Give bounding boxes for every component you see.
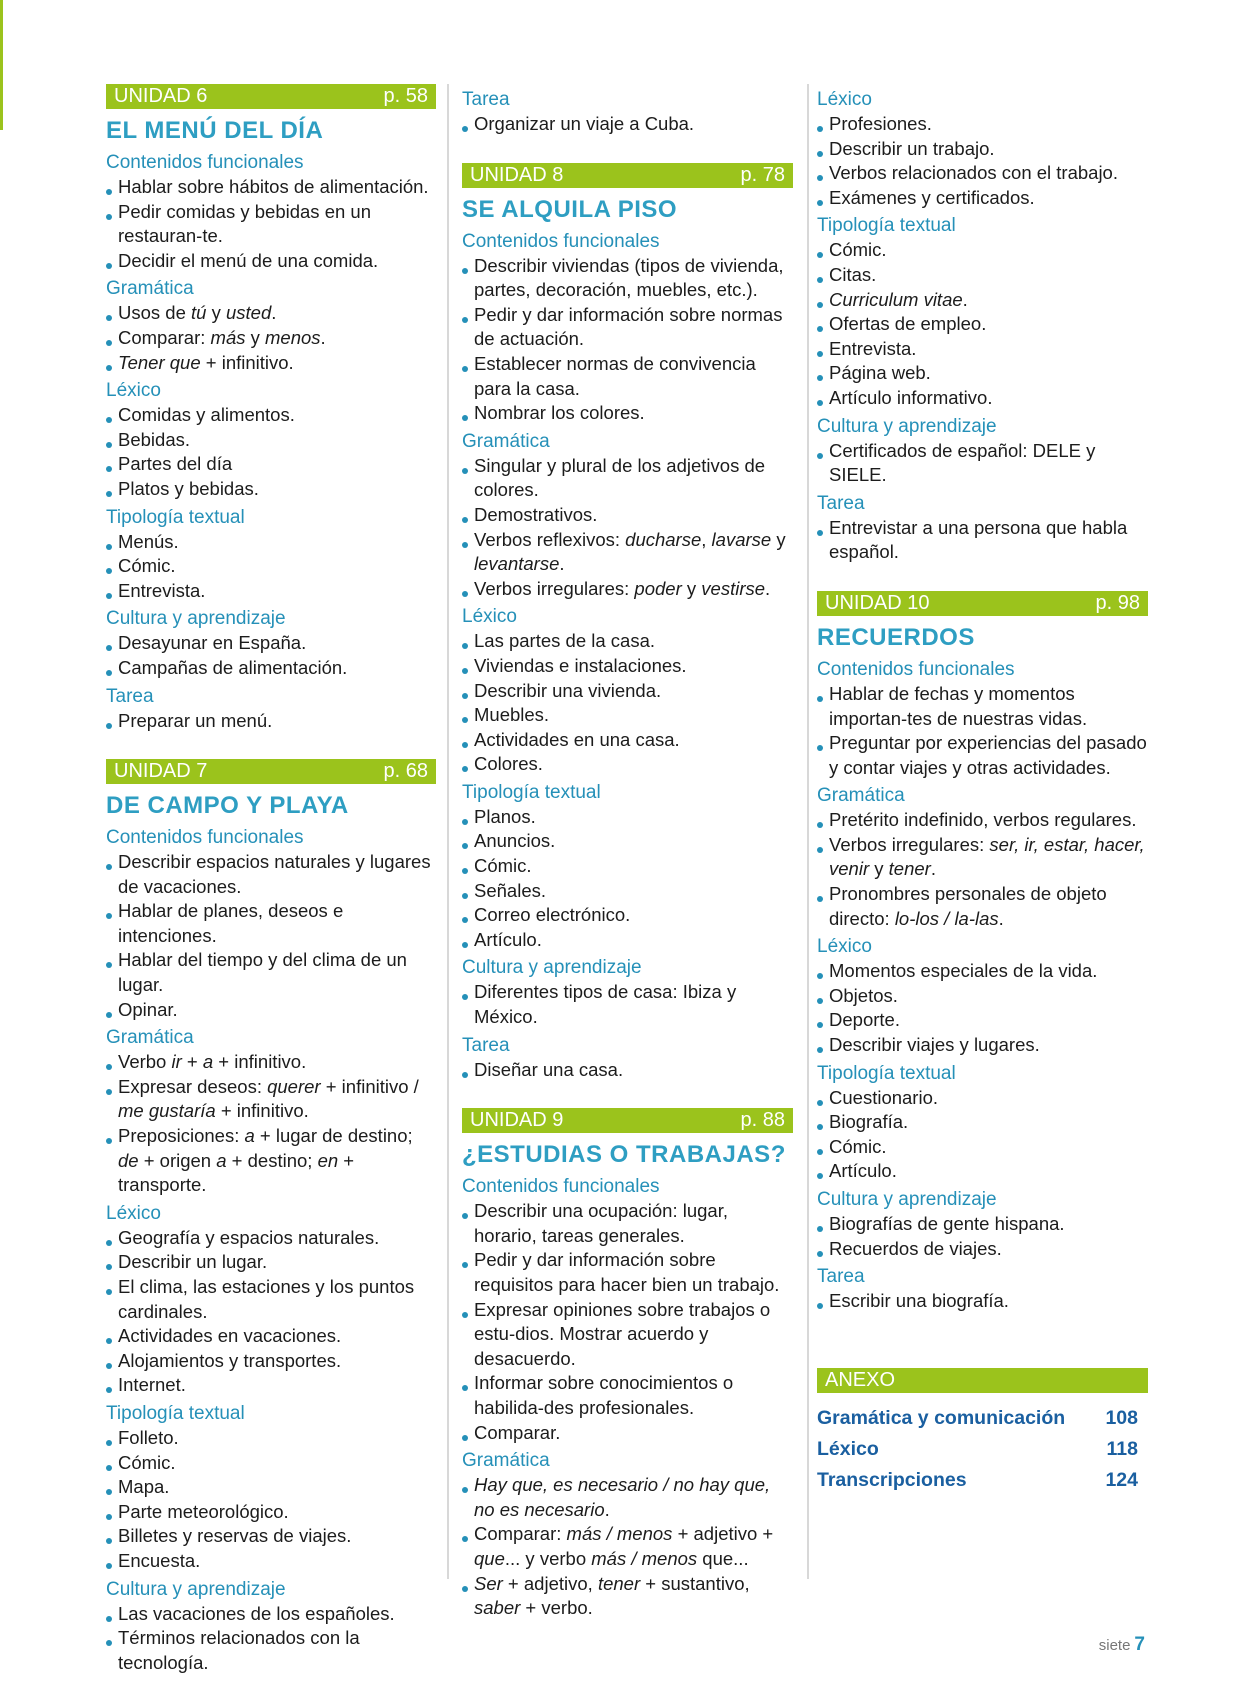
bullet-list bbox=[817, 439, 1148, 488]
list-item: Describir viviendas (tipos de vivienda, partes, decoración, muebles, etc.). bbox=[462, 254, 793, 303]
list-item: Objetos. bbox=[817, 984, 1148, 1009]
bullet-list bbox=[462, 1058, 793, 1083]
list-item: Página web. bbox=[817, 361, 1148, 386]
unit-page: p. 98 bbox=[1095, 591, 1140, 614]
bullet-list bbox=[817, 112, 1148, 210]
section-heading: Gramática bbox=[817, 785, 905, 807]
list-item: Partes del día bbox=[106, 452, 436, 477]
section-heading: Tarea bbox=[462, 89, 510, 110]
list-item: Describir espacios naturales y lugares de vacaciones. bbox=[106, 850, 436, 899]
list-item: Geografía y espacios naturales. bbox=[106, 1226, 436, 1251]
bullet-list bbox=[106, 530, 436, 604]
list-item: Curriculum vitae. bbox=[817, 288, 1148, 313]
list-item: Muebles. bbox=[462, 703, 793, 728]
section-heading: Tipología textual bbox=[106, 1402, 245, 1424]
list-item: Comparar: más / menos + adjetivo + que... y verbo más / menos que... bbox=[462, 1522, 793, 1571]
list-item: Ser + adjetivo, tener + sustantivo, saber + verbo. bbox=[462, 1572, 793, 1621]
list-item: Describir una ocupación: lugar, horario, tareas generales. bbox=[462, 1199, 793, 1248]
list-item: Verbos relacionados con el trabajo. bbox=[817, 161, 1148, 186]
annex-entry-label: Transcripciones bbox=[817, 1468, 967, 1491]
annex-entry[interactable] bbox=[817, 1465, 1148, 1496]
list-item: Hablar del tiempo y del clima de un lugar. bbox=[106, 948, 436, 997]
list-item: Cómic. bbox=[817, 238, 1148, 263]
list-item: Pedir y dar información sobre requisitos para hacer bien un trabajo. bbox=[462, 1248, 793, 1297]
list-item: Escribir una biografía. bbox=[817, 1289, 1148, 1314]
toc-column-2 bbox=[462, 84, 793, 1647]
unit-label: UNIDAD 6 bbox=[114, 85, 208, 107]
list-item: Diferentes tipos de casa: Ibiza y México. bbox=[462, 980, 793, 1029]
list-item: Cómic. bbox=[462, 854, 793, 879]
section-heading: Contenidos funcionales bbox=[462, 230, 660, 252]
annex-section bbox=[817, 1368, 1148, 1496]
list-item: Entrevistar a una persona que habla español. bbox=[817, 516, 1148, 565]
list-item: Menús. bbox=[106, 530, 436, 555]
section-heading: Tarea bbox=[462, 1034, 510, 1056]
list-item: Exámenes y certificados. bbox=[817, 186, 1148, 211]
section-heading: Gramática bbox=[462, 1450, 550, 1472]
unit-block bbox=[462, 1108, 793, 1621]
bullet-list bbox=[462, 1473, 793, 1621]
list-item: Organizar un viaje a Cuba. bbox=[462, 112, 793, 137]
bullet-list bbox=[106, 631, 436, 680]
unit-bar bbox=[462, 163, 793, 188]
list-item: Verbos irregulares: poder y vestirse. bbox=[462, 577, 793, 602]
list-item: Diseñar una casa. bbox=[462, 1058, 793, 1083]
annex-entry-page: 108 bbox=[1105, 1406, 1138, 1429]
list-item: Encuesta. bbox=[106, 1549, 436, 1574]
bullet-list bbox=[106, 301, 436, 375]
bullet-list bbox=[462, 1199, 793, 1445]
unit-title: RECUERDOS bbox=[817, 623, 975, 651]
list-item: Hablar de fechas y momentos importan-tes de nuestras vidas. bbox=[817, 682, 1148, 731]
bullet-list bbox=[462, 629, 793, 777]
toc-column-1 bbox=[106, 84, 436, 1701]
unit-label: UNIDAD 7 bbox=[114, 760, 208, 783]
section-heading: Contenidos funcionales bbox=[106, 152, 304, 173]
list-item: Decidir el menú de una comida. bbox=[106, 249, 436, 274]
unit-title: EL MENÚ DEL DÍA bbox=[106, 117, 324, 144]
list-item: Anuncios. bbox=[462, 829, 793, 854]
annex-entry[interactable] bbox=[817, 1434, 1148, 1465]
bullet-list bbox=[817, 1289, 1148, 1314]
section-heading: Tarea bbox=[817, 1266, 865, 1288]
bullet-list bbox=[817, 682, 1148, 780]
bullet-list bbox=[462, 980, 793, 1029]
section-heading: Tipología textual bbox=[462, 781, 601, 803]
list-item: Describir una vivienda. bbox=[462, 679, 793, 704]
toc-column-3-units bbox=[817, 88, 1148, 1314]
list-item: Citas. bbox=[817, 263, 1148, 288]
section-heading: Gramática bbox=[106, 278, 194, 300]
list-item: Comidas y alimentos. bbox=[106, 403, 436, 428]
unit-page: p. 78 bbox=[740, 163, 785, 186]
list-item: Planos. bbox=[462, 805, 793, 830]
unit-title: ¿ESTUDIAS O TRABAJAS? bbox=[462, 1141, 786, 1169]
section-heading: Tipología textual bbox=[106, 506, 245, 528]
bullet-list bbox=[462, 254, 793, 426]
list-item: Pedir y dar información sobre normas de actuación. bbox=[462, 303, 793, 352]
bullet-list bbox=[106, 1602, 436, 1676]
unit-label: UNIDAD 9 bbox=[470, 1109, 564, 1132]
bullet-list bbox=[817, 1086, 1148, 1184]
list-item: Expresar deseos: querer + infinitivo / me gustaría + infinitivo. bbox=[106, 1075, 436, 1124]
unit-title: DE CAMPO Y PLAYA bbox=[106, 792, 349, 820]
section-heading: Tarea bbox=[106, 685, 154, 707]
list-item: Biografías de gente hispana. bbox=[817, 1212, 1148, 1237]
unit-label: UNIDAD 8 bbox=[470, 163, 564, 186]
list-item: Hay que, es necesario / no hay que, no es necesario. bbox=[462, 1473, 793, 1522]
list-item: Preparar un menú. bbox=[106, 709, 436, 734]
list-item: Entrevista. bbox=[106, 579, 436, 604]
section-heading: Contenidos funcionales bbox=[106, 827, 304, 849]
list-item: Preguntar por experiencias del pasado y contar viajes y otras actividades. bbox=[817, 731, 1148, 780]
section-heading: Léxico bbox=[817, 936, 872, 958]
list-item: Entrevista. bbox=[817, 337, 1148, 362]
list-item: Campañas de alimentación. bbox=[106, 656, 436, 681]
unit-block bbox=[106, 84, 436, 733]
list-item: Bebidas. bbox=[106, 428, 436, 453]
section-heading: Cultura y aprendizaje bbox=[106, 1578, 286, 1600]
unit-bar bbox=[106, 759, 436, 784]
list-item: Verbo ir + a + infinitivo. bbox=[106, 1050, 436, 1075]
list-item: Hablar sobre hábitos de alimentación. bbox=[106, 175, 436, 200]
list-item: Pretérito indefinido, verbos regulares. bbox=[817, 808, 1148, 833]
page-footer bbox=[1099, 1634, 1145, 1656]
list-item: Profesiones. bbox=[817, 112, 1148, 137]
unit-title: SE ALQUILA PISO bbox=[462, 195, 678, 223]
annex-entry-page: 124 bbox=[1105, 1468, 1138, 1491]
list-item: Desayunar en España. bbox=[106, 631, 436, 656]
section-heading: Cultura y aprendizaje bbox=[462, 957, 642, 979]
list-item: Señales. bbox=[462, 879, 793, 904]
list-item: Actividades en una casa. bbox=[462, 728, 793, 753]
list-item: Folleto. bbox=[106, 1426, 436, 1451]
list-item: Artículo informativo. bbox=[817, 386, 1148, 411]
annex-entry[interactable] bbox=[817, 1403, 1148, 1434]
list-item: Recuerdos de viajes. bbox=[817, 1237, 1148, 1262]
bullet-list bbox=[106, 1050, 436, 1198]
list-item: Describir un lugar. bbox=[106, 1250, 436, 1275]
section-heading: Léxico bbox=[106, 380, 161, 402]
bullet-list bbox=[106, 403, 436, 501]
list-item: Cuestionario. bbox=[817, 1086, 1148, 1111]
section-heading: Cultura y aprendizaje bbox=[106, 608, 286, 630]
section-heading: Tarea bbox=[817, 492, 865, 514]
section-heading: Cultura y aprendizaje bbox=[817, 415, 997, 437]
list-item: Hablar de planes, deseos e intenciones. bbox=[106, 899, 436, 948]
section-heading: Tipología textual bbox=[817, 215, 956, 237]
section-heading: Gramática bbox=[462, 430, 550, 452]
column-divider bbox=[447, 84, 449, 1579]
unit-block bbox=[106, 759, 436, 1675]
list-item: Comparar: más y menos. bbox=[106, 326, 436, 351]
list-item: Parte meteorológico. bbox=[106, 1500, 436, 1525]
bullet-list bbox=[462, 112, 793, 137]
list-item: Artículo. bbox=[462, 928, 793, 953]
bullet-list bbox=[106, 1226, 436, 1398]
list-item: Verbos reflexivos: ducharse, lavarse y levantarse. bbox=[462, 528, 793, 577]
list-item: Actividades en vacaciones. bbox=[106, 1324, 436, 1349]
list-item: Establecer normas de convivencia para la casa. bbox=[462, 352, 793, 401]
section-heading: Léxico bbox=[817, 89, 872, 110]
list-item: Usos de tú y usted. bbox=[106, 301, 436, 326]
list-item: Internet. bbox=[106, 1373, 436, 1398]
bullet-list bbox=[106, 1426, 436, 1574]
bullet-list bbox=[817, 516, 1148, 565]
unit-label: UNIDAD 10 bbox=[825, 591, 930, 614]
list-item: El clima, las estaciones y los puntos cardinales. bbox=[106, 1275, 436, 1324]
list-item: Momentos especiales de la vida. bbox=[817, 959, 1148, 984]
list-item: Pedir comidas y bebidas en un restauran-te. bbox=[106, 200, 436, 249]
unit-block bbox=[462, 88, 793, 137]
bullet-list bbox=[462, 454, 793, 602]
bullet-list bbox=[817, 808, 1148, 931]
list-item: Demostrativos. bbox=[462, 503, 793, 528]
list-item: Correo electrónico. bbox=[462, 903, 793, 928]
list-item: Colores. bbox=[462, 752, 793, 777]
list-item: Certificados de español: DELE y SIELE. bbox=[817, 439, 1148, 488]
list-item: Describir un trabajo. bbox=[817, 137, 1148, 162]
list-item: Mapa. bbox=[106, 1475, 436, 1500]
section-heading: Léxico bbox=[462, 606, 517, 628]
list-item: Pronombres personales de objeto directo: lo-los / la-las. bbox=[817, 882, 1148, 931]
list-item: Expresar opiniones sobre trabajos o estu-dios. Mostrar acuerdo y desacuerdo. bbox=[462, 1298, 793, 1372]
annex-list bbox=[817, 1403, 1148, 1496]
unit-bar bbox=[106, 84, 436, 109]
unit-block bbox=[817, 591, 1148, 1314]
section-heading: Léxico bbox=[106, 1202, 161, 1224]
page-number: 7 bbox=[1134, 1634, 1145, 1655]
list-item: Deporte. bbox=[817, 1008, 1148, 1033]
section-heading: Contenidos funcionales bbox=[817, 658, 1015, 680]
bullet-list bbox=[106, 850, 436, 1022]
toc-column-3 bbox=[817, 84, 1148, 1496]
page-number-word: siete bbox=[1098, 1637, 1131, 1654]
list-item: Las vacaciones de los españoles. bbox=[106, 1602, 436, 1627]
list-item: Verbos irregulares: ser, ir, estar, hacer, venir y tener. bbox=[817, 833, 1148, 882]
bullet-list bbox=[817, 1212, 1148, 1261]
list-item: Nombrar los colores. bbox=[462, 401, 793, 426]
bullet-list bbox=[817, 959, 1148, 1057]
section-heading: Contenidos funcionales bbox=[462, 1176, 660, 1198]
list-item: Cómic. bbox=[106, 554, 436, 579]
list-item: Informar sobre conocimientos o habilida-des profesionales. bbox=[462, 1371, 793, 1420]
list-item: Singular y plural de los adjetivos de colores. bbox=[462, 454, 793, 503]
annex-entry-label: Gramática y comunicación bbox=[817, 1406, 1066, 1429]
list-item: Viviendas e instalaciones. bbox=[462, 654, 793, 679]
unit-block bbox=[817, 88, 1148, 565]
list-item: Comparar. bbox=[462, 1421, 793, 1446]
unit-bar bbox=[817, 591, 1148, 616]
column-divider bbox=[807, 84, 809, 1579]
list-item: Billetes y reservas de viajes. bbox=[106, 1524, 436, 1549]
annex-entry-label: Léxico bbox=[817, 1437, 879, 1460]
unit-bar bbox=[462, 1108, 793, 1133]
unit-page: p. 68 bbox=[383, 760, 428, 783]
list-item: Platos y bebidas. bbox=[106, 477, 436, 502]
list-item: Ofertas de empleo. bbox=[817, 312, 1148, 337]
bullet-list bbox=[462, 805, 793, 953]
unit-page: p. 88 bbox=[740, 1109, 785, 1132]
section-heading: Tipología textual bbox=[817, 1062, 956, 1084]
list-item: Términos relacionados con la tecnología. bbox=[106, 1626, 436, 1675]
bullet-list bbox=[817, 238, 1148, 410]
list-item: Alojamientos y transportes. bbox=[106, 1349, 436, 1374]
page-edge-marker bbox=[0, 0, 3, 130]
list-item: Artículo. bbox=[817, 1159, 1148, 1184]
list-item: Describir viajes y lugares. bbox=[817, 1033, 1148, 1058]
list-item: Cómic. bbox=[106, 1451, 436, 1476]
list-item: Cómic. bbox=[817, 1135, 1148, 1160]
bullet-list bbox=[106, 175, 436, 273]
annex-entry-page: 118 bbox=[1106, 1437, 1138, 1460]
unit-block bbox=[462, 163, 793, 1083]
list-item: Las partes de la casa. bbox=[462, 629, 793, 654]
list-item: Biografía. bbox=[817, 1110, 1148, 1135]
list-item: Preposiciones: a + lugar de destino; de + origen a + destino; en + transporte. bbox=[106, 1124, 436, 1198]
list-item: Opinar. bbox=[106, 998, 436, 1023]
bullet-list bbox=[106, 709, 436, 734]
section-heading: Gramática bbox=[106, 1027, 194, 1049]
list-item: Tener que + infinitivo. bbox=[106, 351, 436, 376]
unit-page: p. 58 bbox=[383, 85, 428, 107]
section-heading: Cultura y aprendizaje bbox=[817, 1189, 997, 1210]
annex-bar: ANEXO bbox=[817, 1368, 1148, 1393]
